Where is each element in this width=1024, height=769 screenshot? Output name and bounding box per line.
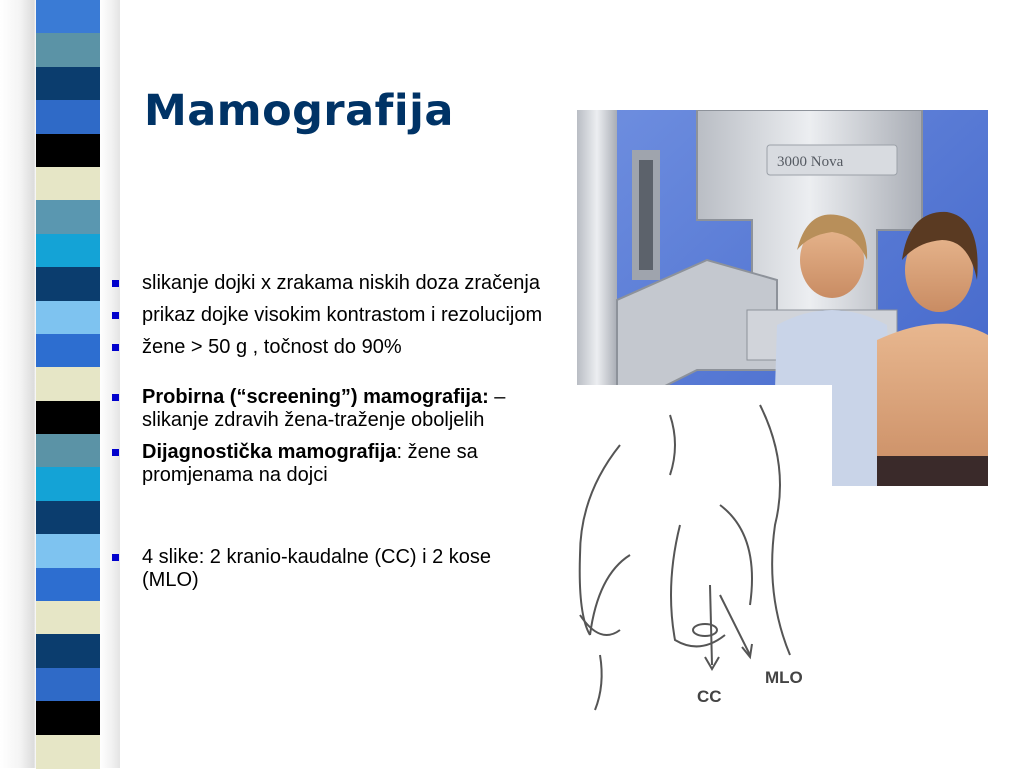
bullet-item <box>112 441 552 487</box>
decorative-stripe <box>36 301 100 335</box>
bullet-square-icon <box>112 449 119 456</box>
bullet-square-icon <box>112 312 119 319</box>
decorative-stripe <box>36 200 100 234</box>
decorative-stripe <box>36 668 100 702</box>
slide-title: Mamografija <box>144 86 454 136</box>
diagram-label-cc: CC <box>697 687 722 706</box>
decorative-stripe <box>36 33 100 67</box>
decorative-stripe <box>36 234 100 268</box>
decorative-stripe <box>36 167 100 201</box>
machine-label: 3000 Nova <box>777 154 844 170</box>
decorative-stripe <box>36 267 100 301</box>
decorative-stripe <box>36 701 100 735</box>
bullet-text: prikaz dojke visokim kontrastom i rezolucijom <box>142 304 543 326</box>
diagram-label-mlo: MLO <box>765 668 803 687</box>
bullet-item <box>112 386 552 432</box>
bullet-item <box>112 272 552 295</box>
decorative-stripe <box>36 501 100 535</box>
bullet-item <box>112 546 552 592</box>
bullet-bold-text: Dijagnostička mamografija <box>142 441 397 463</box>
bullet-square-icon <box>112 280 119 287</box>
bullet-list <box>112 272 552 592</box>
decorative-stripe-column <box>36 0 100 768</box>
mammography-positions-diagram <box>560 385 832 715</box>
bullet-text: 4 slike: 2 kranio-kaudalne (CC) i 2 kose (MLO) <box>142 546 492 591</box>
decorative-stripe <box>36 634 100 668</box>
decorative-stripe <box>36 134 100 168</box>
decorative-stripe <box>36 401 100 435</box>
decorative-stripe <box>36 67 100 101</box>
bullet-text: –slikanje zdravih žena-traženje oboljelih <box>142 386 506 431</box>
bullet-square-icon <box>112 554 119 561</box>
bullet-item <box>112 304 552 327</box>
decorative-stripe <box>36 367 100 401</box>
decorative-stripe <box>36 100 100 134</box>
decorative-stripe <box>36 568 100 602</box>
bullet-square-icon <box>112 344 119 351</box>
bullet-item <box>112 336 552 359</box>
bullet-text: žene > 50 g , točnost do 90% <box>142 336 402 358</box>
decorative-stripe <box>36 601 100 635</box>
decorative-stripe <box>36 334 100 368</box>
decorative-stripe <box>36 467 100 501</box>
decorative-stripe <box>36 0 100 34</box>
bullet-square-icon <box>112 394 119 401</box>
bullet-text: : žene sa promjenama na dojci <box>142 441 478 486</box>
bullet-bold-text: Probirna (“screening”) mamografija: <box>142 386 489 408</box>
decorative-stripe <box>36 735 100 769</box>
bullet-text: slikanje dojki x zrakama niskih doza zračenja <box>142 272 540 294</box>
decorative-stripe <box>36 434 100 468</box>
decorative-stripe <box>36 534 100 568</box>
